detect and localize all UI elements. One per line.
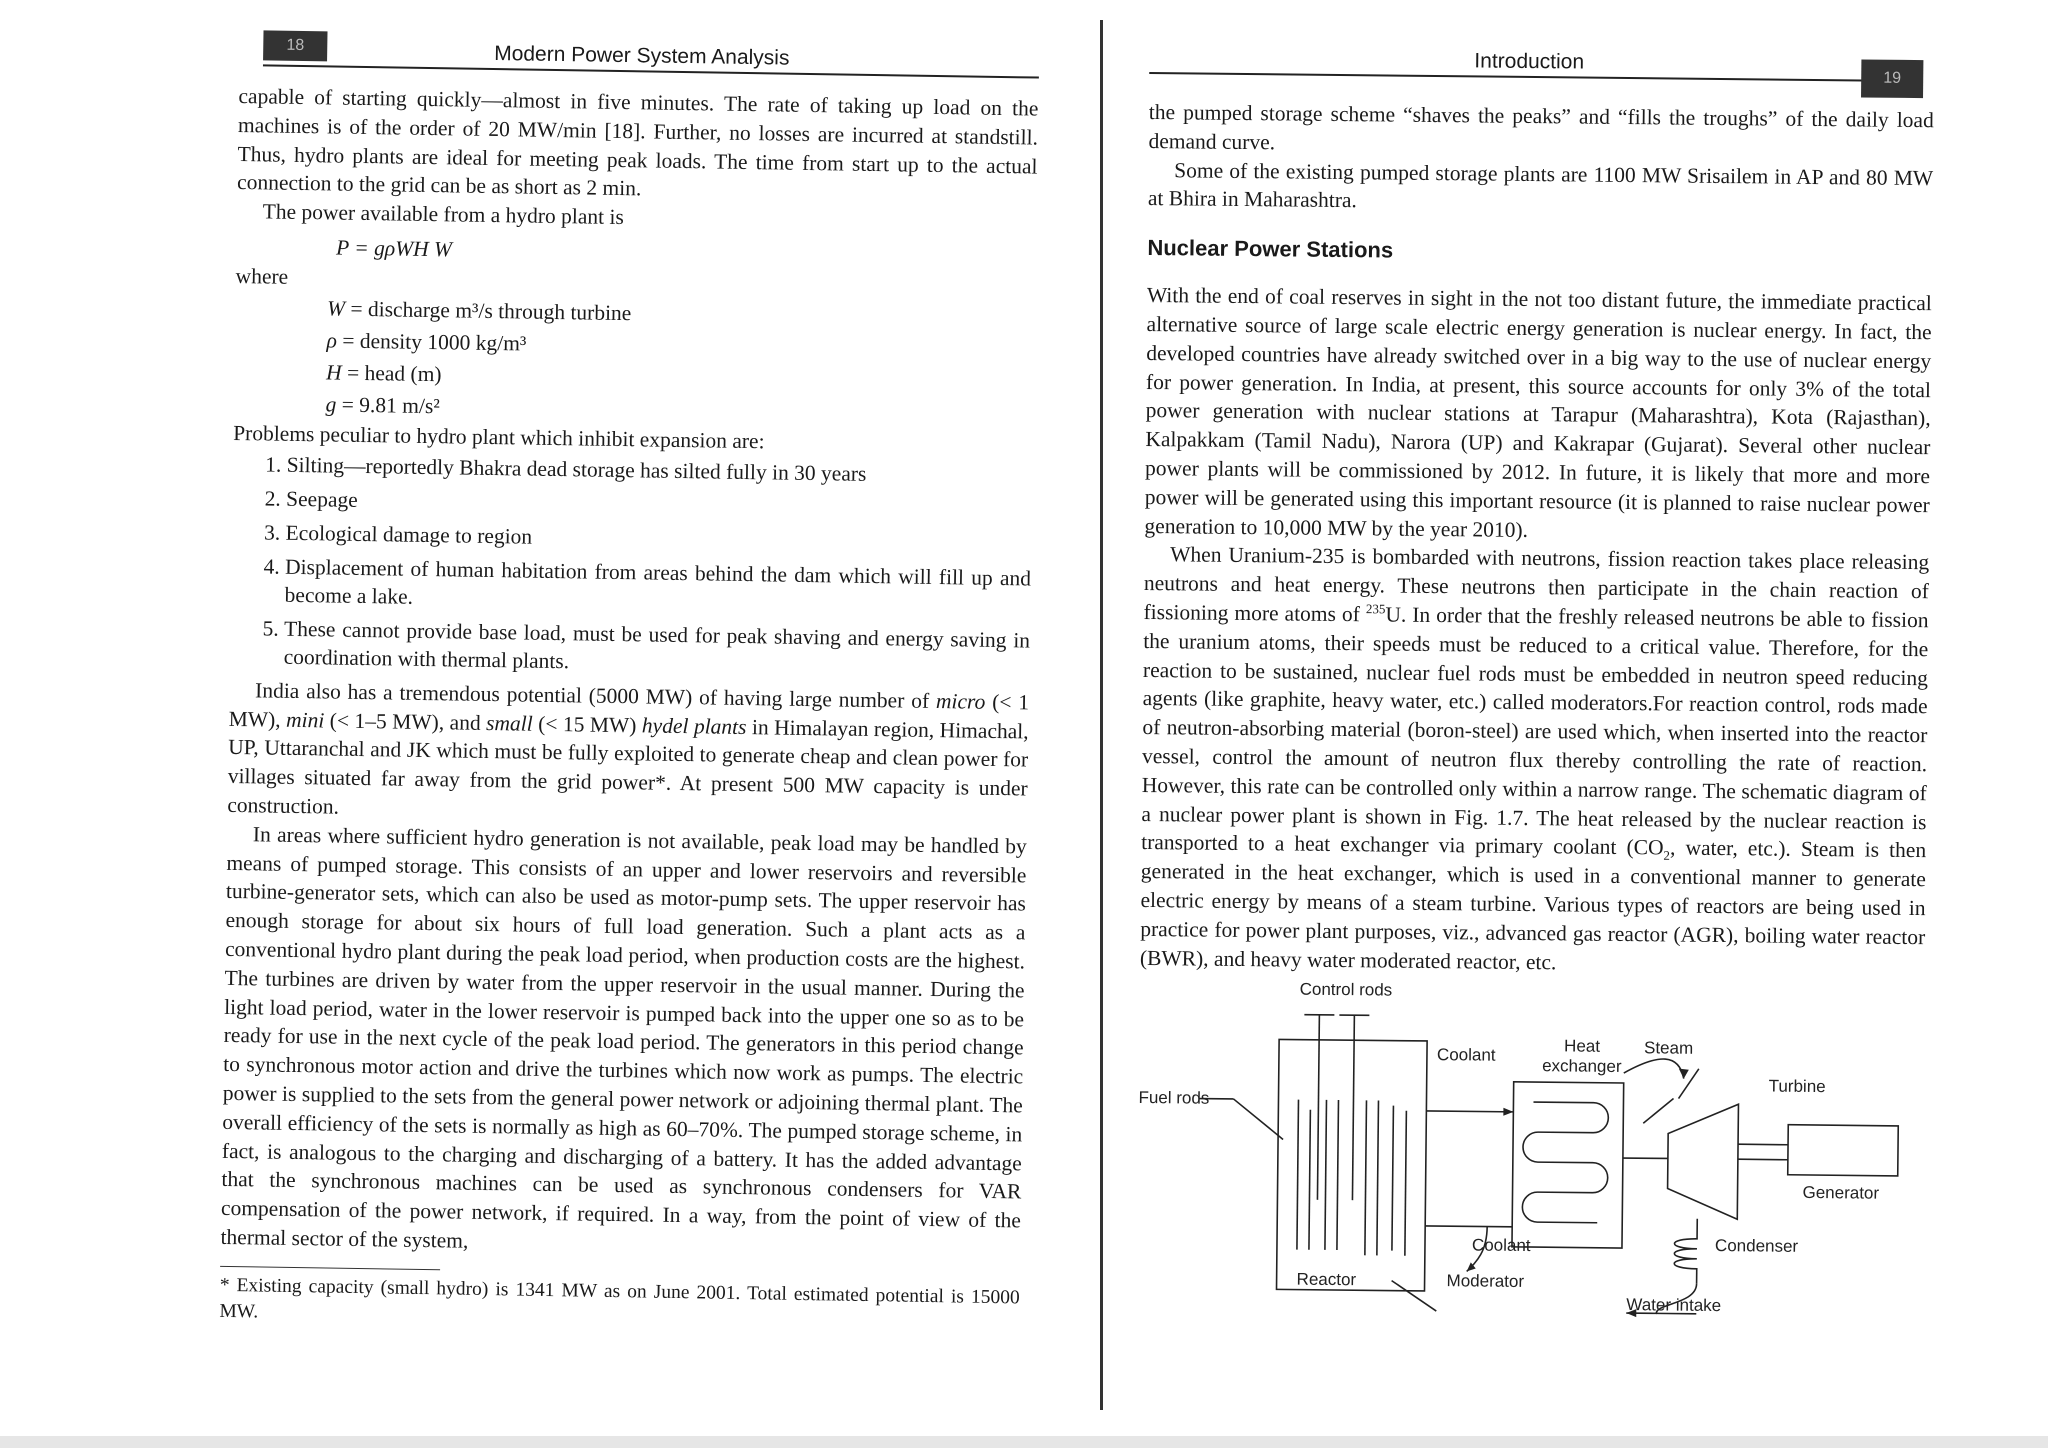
paragraph: When Uranium-235 is bombarded with neutrons, fission reaction takes place releasing neutrons and heat energy. These neutrons then participate in the chain reaction of fissioning more atoms of $^{235}$U. In order that the freshly released neutrons be able to fission the uranium atoms, their speeds must be reduced to a critical value. Therefore, for the reaction to be sustained, nuclear fuel rods must be embedded in neutron speed reducing agents (like graphite, heavy water, etc.) called moderators.For reaction control, rods made of neutron-absorbing material (boron-steel) are used which, when inserted into the reactor vessel, control the amount of neutron flux thereby controlling the rate of reaction. However, this rate can be controlled only within a narrow range. The schematic diagram of a nuclear power plant is shown in Fig. 1.7. The heat released by the nuclear reaction is transported to a heat exchanger via primary coolant ($CO_2$, water, etc.). Steam is then generated in the heat exchanger, which is used in a conventional manner to generate electric energy by means of a steam turbine. Various types of reactors are being used in practice for power plant purposes, viz., advanced gas reactor (AGR), boiling water reactor (BWR), and heavy water moderated reactor, etc. [1139,542,1930,974]
where-label: where [235,263,289,289]
label-coolant-bottom: Coolant [1471,1235,1531,1256]
footnote: * Existing capacity (small hydro) is 1341 MW as on June 2001. Total estimated potential is 15000 MW. [219,1274,1020,1323]
paragraph: Some of the existing pumped storage plants are 1100 MW Srisailem in AP and 80 MW at Bhira in Maharashtra. [1147,157,1934,213]
section-heading: Nuclear Power Stations [1147,235,1394,263]
label-coolant-top: Coolant [1436,1045,1496,1065]
list-item: 5. These cannot provide base load, must be used for peak shaving and energy saving in coordination with thermal plants. [283,615,1030,683]
definition-item: g = 9.81 m/s² [325,392,440,419]
paragraph: In areas where sufficient hydro generation is not available, peak load may be handled by means of pumped storage. This consists of an upper and lower reservoirs and reversible turbine-generator sets, which can also be used as motor-pump sets. The upper reservoir has enough storage for about six hours of full load generation. Such a plant acts as a conventional hydro plant during the peak load period, when production costs are the highest. The turbines are driven by water from the upper reservoir in the usual manner. During the light load period, water in the lower reservoir is pumped back into the upper one so as to be ready for use in the next cycle of the peak load period. The generators in this period change to synchronous motor action and drive the turbines which now work as pumps. The electric power is supplied to the sets from the general power network or adjoining thermal plant. The overall efficiency of the sets is normally as high as 60–70%. The pumped storage scheme, in fact, is analogous to the charging and discharging of a battery. It has the added advantage that the synchronous machines can be used as synchronous condensers for VAR compensation of the power network, if required. In a way, from the point of view of the thermal sector of the system, [220,822,1027,1253]
label-fuel-rods: Fuel rods [1138,1088,1210,1108]
left-page [218,0,1040,1442]
right-running-header [1150,0,1935,87]
label-condenser: Condenser [1714,1236,1799,1257]
right-running-head: Introduction [1474,49,1585,74]
label-control-rods: Control rods [1299,979,1393,1000]
paragraph: With the end of coal reserves in sight in the not too distant future, the immediate practical alternative source of large scale electric energy generation is nuclear energy. In fact, the developed countries have already switched over in a big way to the use of nuclear energy for power generation. In India, at present, this source accounts for only 3% of the total power generation with nuclear stations at Tarapur (Maharashtra), Kota (Rajasthan), Kalpakkam (Tamil Nadu), Narora (UP) and Kakrapar (Gujarat). Several other nuclear power plants will be commissioned by 2012. In future, it is likely that more and more power will be generated using this important resource (it is planned to raise nuclear power generation to 10,000 MW by the year 2010). [1144,283,1932,542]
label-moderator: Moderator [1446,1271,1525,1292]
label-turbine: Turbine [1768,1076,1826,1097]
list-item: 2. Seepage [286,485,1032,525]
left-page-number: 18 [263,30,327,61]
list-item: 3. Ecological damage to region [285,519,1031,559]
definition-item: H = head (m) [325,360,442,387]
power-formula: P = gρWH W [335,235,453,262]
scan-bottom-band [0,1436,2048,1448]
definition-item: ρ = density 1000 kg/m³ [326,328,527,356]
label-water-intake: Water intake [1626,1295,1722,1316]
left-running-head: Modern Power System Analysis [494,42,790,70]
label-generator: Generator [1802,1183,1880,1204]
definition-list [325,292,1035,431]
label-reactor: Reactor [1296,1269,1357,1290]
paragraph: the pumped storage scheme “shaves the peaks” and “fills the troughs” of the daily load demand curve. [1148,99,1934,155]
footnote-rule [220,1266,440,1270]
list-item: 1. Silting—reportedly Bhakra dead storage has silted fully in 30 years [286,451,1032,491]
page-gutter [1100,20,1103,1410]
label-heat-exchanger: Heat exchanger [1542,1036,1622,1077]
nuclear-plant-diagram [1136,978,1920,1346]
definition-item: W = discharge m³/s through turbine [326,296,632,326]
right-page [1135,0,1935,1438]
list-item: 4. Displacement of human habitation from areas behind the dam which will fill up and become a lake. [284,553,1031,621]
paragraph: India also has a tremendous potential (5000 MW) of having large number of micro (< 1 MW), mini (< 1–5 MW), and small (< 15 MW) hydel plants in Himalayan region, Himachal, UP, Uttaranchal and JK which must be fully exploited to generate cheap and clean power for villages situated far away from the grid power*. At present 500 MW capacity is under construction. [227,678,1030,819]
paragraph: The power available from a hydro plant is [262,199,625,230]
problems-list [229,450,1032,683]
diagram-drawing [1136,978,1920,1346]
paragraph: Problems peculiar to hydro plant which inhibit expansion are: [233,420,765,454]
right-page-number: 19 [1861,59,1923,98]
paragraph: capable of starting quickly—almost in five minutes. The rate of taking up load on the machines is of the order of 20 MW/min [18]. Further, no losses are incurred at standstill. Thus, hydro plants are ideal for meeting peak loads. The time from start up to the actual connection to the grid can be as short as 2 min. [236,83,1039,201]
label-steam: Steam [1643,1038,1694,1059]
